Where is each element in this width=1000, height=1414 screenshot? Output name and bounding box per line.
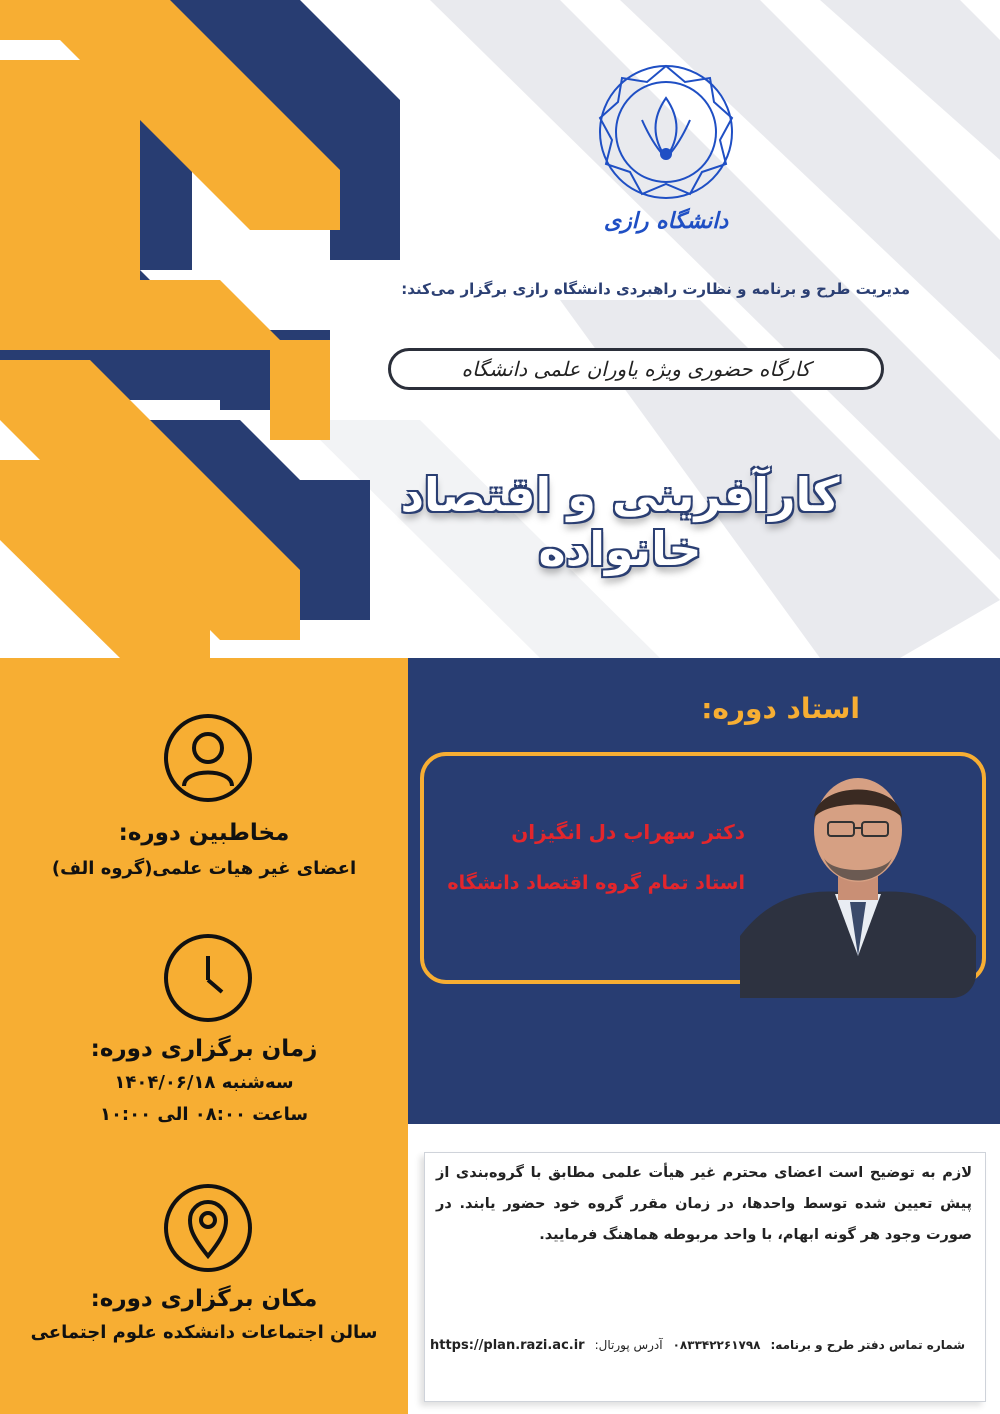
audience-text: اعضای غیر هیات علمی(گروه الف) <box>51 858 357 879</box>
page-title: کارآفرینی و اقتصاد خانواده <box>400 468 840 576</box>
clock-icon <box>164 934 252 1022</box>
time-hours: ساعت ۰۸:۰۰ الی ۱۰:۰۰ <box>99 1104 309 1125</box>
phone-number: ۰۸۳۳۴۲۲۶۱۷۹۸ <box>672 1338 761 1352</box>
contact-line <box>430 1338 976 1353</box>
teacher-name: دکتر سهراب دل انگیزان <box>511 820 745 844</box>
logo-text: دانشگاه رازی <box>603 208 729 234</box>
teacher-photo <box>740 766 976 998</box>
location-text: سالن اجتماعات دانشکده علوم اجتماعی <box>30 1322 378 1343</box>
portal-label: آدرس پورتال: <box>594 1338 663 1352</box>
audience-title: مخاطبین دوره: <box>118 820 290 846</box>
organizer-intro: مدیریت طرح و برنامه و نظارت راهبردی دانشگاه رازی برگزار می‌کند: <box>401 280 910 298</box>
person-icon <box>164 714 252 802</box>
location-title: مکان برگزاری دوره: <box>90 1286 318 1312</box>
location-pin-icon <box>164 1184 252 1272</box>
workshop-label: کارگاه حضوری ویژه یاوران علمی دانشگاه <box>388 348 884 390</box>
phone-label: شماره تماس دفتر طرح و برنامه: <box>770 1338 966 1352</box>
university-logo <box>592 58 740 246</box>
time-date: سه‌شنبه ۱۴۰۴/۰۶/۱۸ <box>114 1072 294 1093</box>
time-title: زمان برگزاری دوره: <box>90 1036 318 1062</box>
note-text: لازم به توضیح است اعضای محترم غیر هیأت علمی مطابق با گروه‌بندی از پیش تعیین شده توسط واحدها، در زمان مقرر گروه خود حضور یابند. در صورت وجود هر گونه ابهام، با واحد مربوطه هماهنگ فرمایید. <box>436 1165 972 1243</box>
portal-link[interactable]: https://plan.razi.ac.ir <box>430 1338 585 1353</box>
teacher-heading: استاد دوره: <box>701 692 860 725</box>
teacher-role: استاد تمام گروه اقتصاد دانشگاه <box>447 872 745 894</box>
